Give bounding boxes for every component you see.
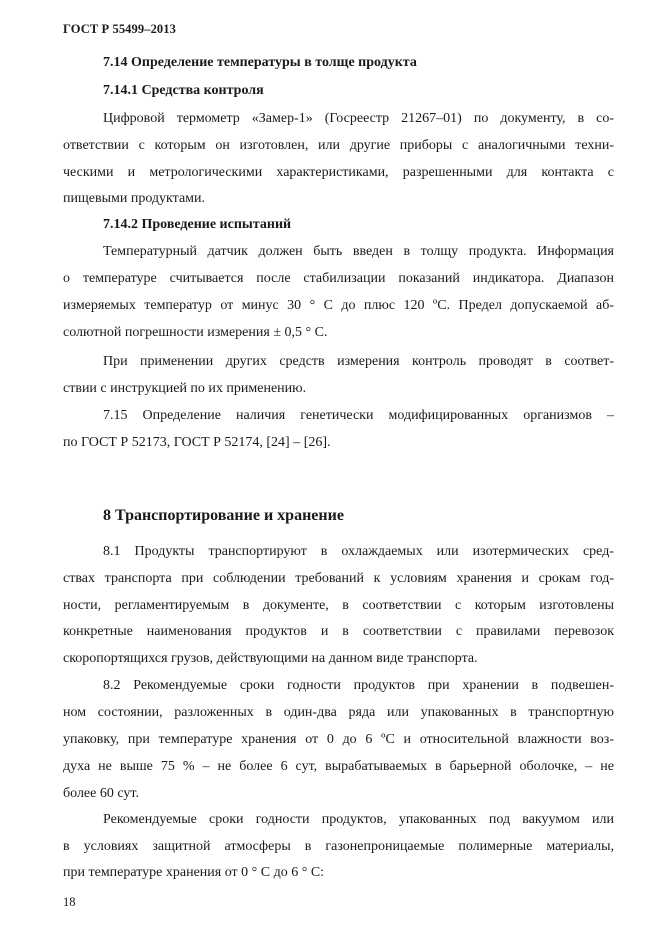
text-line: Рекомендуемые сроки годности продуктов, упакованных под вакуумом или	[103, 812, 614, 827]
text-line: Температурный датчик должен быть введен в толщу продукта. Информация	[103, 244, 614, 259]
text-line: ческими и метрологическими характеристиками, разрешенными для контакта с	[63, 165, 614, 180]
text-line: 8.2 Рекомендуемые сроки годности продуктов при хранении в подвешен-	[103, 678, 614, 693]
text-line: пищевыми продуктами.	[63, 191, 206, 206]
text-line: солютной погрешности измерения ± 0,5 ° С.	[63, 325, 328, 340]
text-line: по ГОСТ Р 52173, ГОСТ Р 52174, [24] – [26].	[63, 435, 331, 450]
text-line: скоропортящихся грузов, действующими на данном виде транспорта.	[63, 651, 478, 666]
text-line: Цифровой термометр «Замер-1» (Госреестр 21267–01) по документу, в со-	[103, 111, 614, 126]
text-line: ствии с инструкцией по их применению.	[63, 381, 307, 396]
heading-7-14-2: 7.14.2 Проведение испытаний	[103, 217, 292, 232]
text-line: конкретные наименования продуктов и в соответствии с правилами перевозок	[63, 624, 614, 639]
text-line: ствах транспорта при соблюдении требований к условиям хранения и срокам год-	[63, 571, 614, 586]
text-line: в условиях защитной атмосферы в газонепроницаемые полимерные материалы,	[63, 839, 614, 854]
heading-section-8: 8 Транспортирование и хранение	[103, 507, 344, 524]
text-line: измеряемых температур от минус 30 ° С до плюс 120 ºС. Предел допускаемой аб-	[63, 298, 614, 313]
text-line: при температуре хранения от 0 ° С до 6 ° С:	[63, 865, 325, 880]
text-line: При применении других средств измерения контроль проводят в соответ-	[103, 354, 614, 369]
document-header: ГОСТ Р 55499–2013	[63, 22, 176, 36]
text-line: ности, регламентируемым в документе, в соответствии с которым изготовлены	[63, 598, 614, 613]
text-line: ном состоянии, разложенных в один-два ряда или упакованных в транспортную	[63, 705, 614, 720]
text-line: упаковку, при температуре хранения от 0 до 6 ºС и относительной влажности воз-	[63, 732, 614, 747]
heading-7-14-1: 7.14.1 Средства контроля	[103, 83, 264, 98]
page-number: 18	[63, 895, 76, 909]
text-line: о температуре считывается после стабилизации показаний индикатора. Диапазон	[63, 271, 614, 286]
heading-7-14: 7.14 Определение температуры в толще продукта	[103, 55, 417, 70]
text-line: более 60 сут.	[63, 786, 139, 801]
text-line: 8.1 Продукты транспортируют в охлаждаемых или изотермических сред-	[103, 544, 614, 559]
text-line: духа не выше 75 % – не более 6 сут, вырабатываемых в барьерной оболочке, – не	[63, 759, 614, 774]
text-line: ответствии с которым он изготовлен, или другие приборы с аналогичными техни-	[63, 138, 614, 153]
text-line: 7.15 Определение наличия генетически модифицированных организмов –	[103, 408, 614, 423]
